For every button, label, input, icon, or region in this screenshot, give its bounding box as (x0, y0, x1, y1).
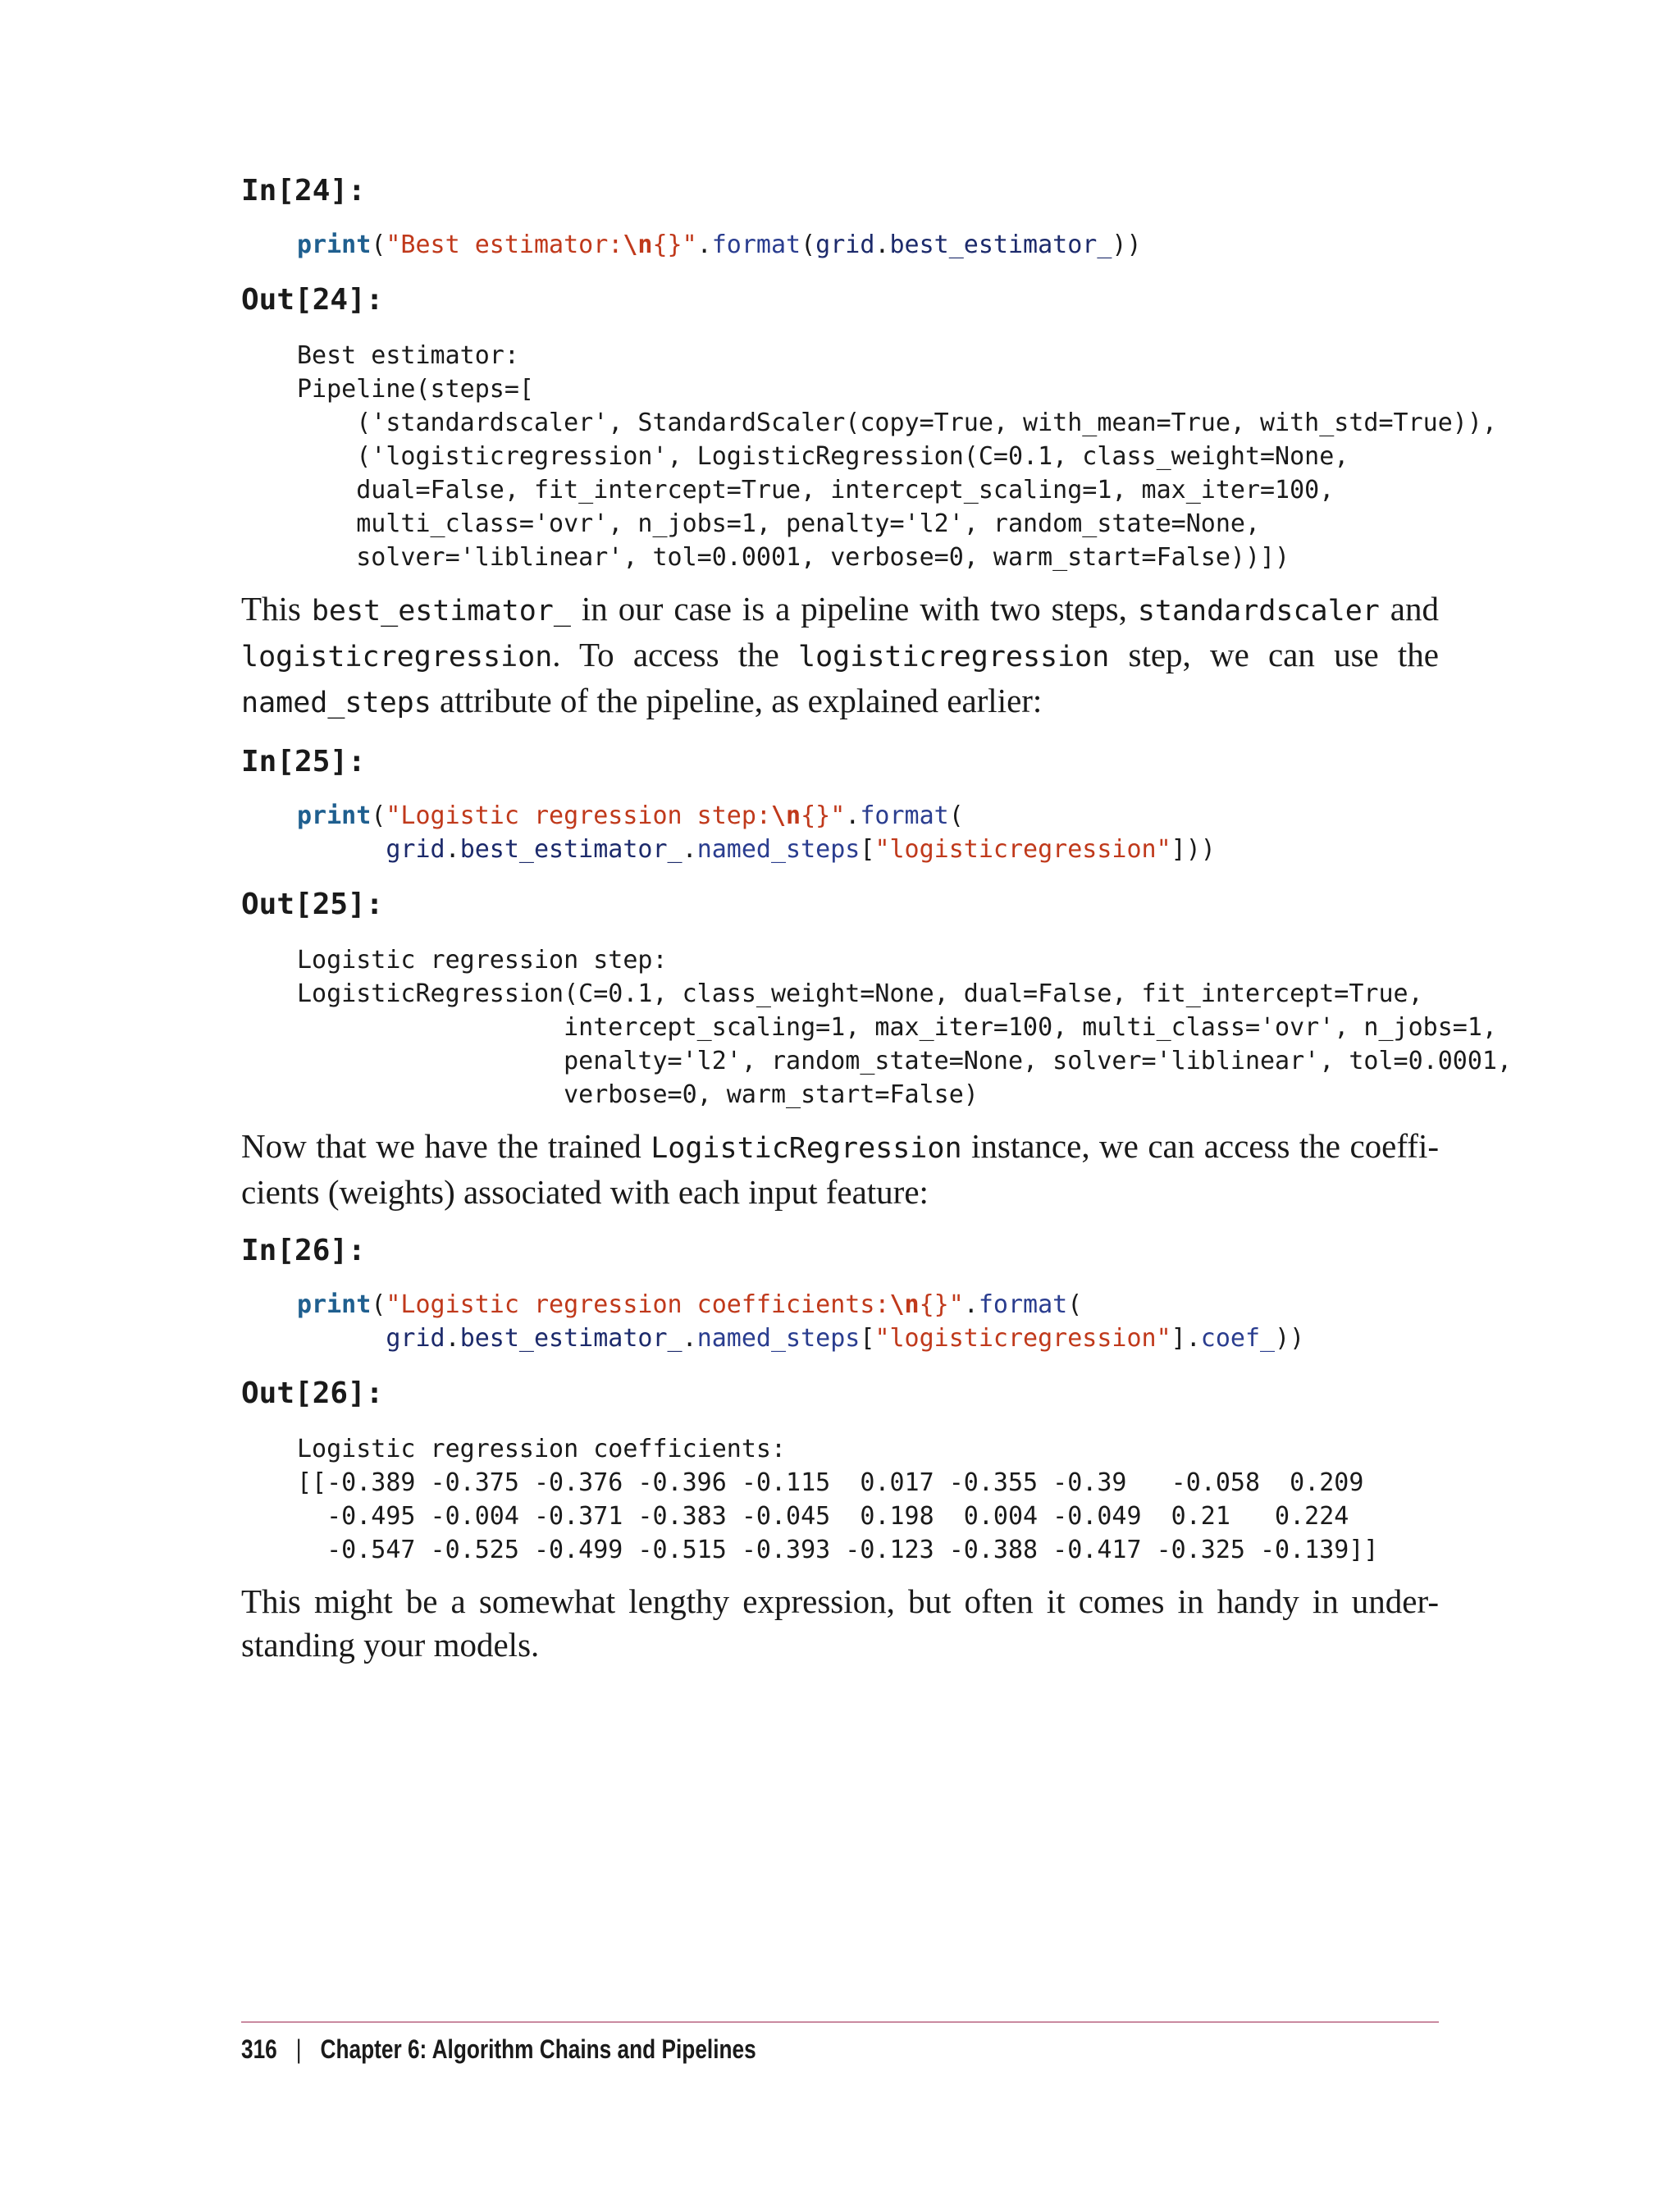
code-token: best_estimator_ (459, 835, 682, 864)
paragraph-text: attribute of the pipeline, as explained earlier: (431, 682, 1043, 719)
chapter-title: Chapter 6: Algorithm Chains and Pipelines (320, 2034, 756, 2064)
cell-label-out25: Out[25]: (241, 888, 384, 921)
paragraph-text: Now that we have the trained (241, 1127, 651, 1165)
paragraph-text: This (241, 590, 312, 628)
paragraph-3: This might be a somewhat lengthy expression, but often it comes in handy in under-standing your models. (241, 1582, 1439, 1664)
paragraph-2 (241, 1125, 1439, 1214)
code-string: {}" (919, 1290, 964, 1319)
page-footer (241, 2031, 756, 2067)
code-string: "Logistic regression coefficients: (386, 1290, 890, 1319)
inline-code: named_steps (241, 687, 431, 719)
cell-label-in25: In[25]: (241, 745, 366, 778)
code-token: format (978, 1290, 1068, 1319)
cell-label-out26: Out[26]: (241, 1376, 384, 1410)
cell-label-in24: In[24]: (241, 174, 366, 208)
code-string: {}" (652, 231, 697, 259)
paragraph-text: and (1379, 590, 1439, 628)
inline-code: logisticregression (241, 641, 553, 673)
code-token: print (297, 231, 372, 259)
paragraph-text: instance, we can access the coeffi-cients (weights) associated with each input feature: (241, 1127, 1439, 1211)
code-token: named_steps (696, 835, 861, 864)
code-token: coef_ (1200, 1324, 1276, 1353)
code-token: named_steps (696, 1324, 861, 1353)
cell-label-in26: In[26]: (241, 1234, 366, 1267)
code-string: "logisticregression" (874, 835, 1171, 864)
code-escape: \n (623, 231, 653, 259)
code-string: {}" (801, 801, 846, 830)
paragraph-text: step, we can use the (1109, 636, 1439, 673)
code-escape: \n (770, 801, 801, 830)
inline-code: best_estimator_ (311, 595, 571, 628)
inline-code: LogisticRegression (651, 1132, 962, 1165)
code-in25: print("Logistic regression step:\n{}".format( grid.best_estimator_.named_steps["logisticregression"])) (297, 801, 1216, 864)
inline-code: logisticregression (798, 641, 1110, 673)
output-out26: Logistic regression coefficients: [[-0.389 -0.375 -0.376 -0.396 -0.115 0.017 -0.355 -0.39 -0.058 0.209 -0.495 -0.004 -0.371 -0.383 -0.045 0.198 0.004 -0.049 0.21 0.224 -0.547 -0.525 -0.499 -0.515 -0.393 -0.123 -0.388 -0.417 -0.325 -0.139]] (297, 1435, 1379, 1564)
paragraph-text: . To access the (552, 636, 799, 673)
inline-code: standardscaler (1137, 595, 1380, 628)
code-string: "Logistic regression step: (386, 801, 771, 830)
code-in26: print("Logistic regression coefficients:\n{}".format( grid.best_estimator_.named_steps["logisticregression"].coef_)) (297, 1290, 1305, 1353)
code-token: format (711, 231, 801, 259)
code-token: print (297, 801, 372, 830)
code-token: format (860, 801, 949, 830)
code-token: print (297, 1290, 372, 1319)
paragraph-1 (241, 587, 1439, 725)
code-string: "logisticregression" (874, 1324, 1171, 1353)
code-token: grid (386, 835, 445, 864)
paragraph-text: in our case is a pipeline with two steps, (570, 590, 1138, 628)
cell-label-out24: Out[24]: (241, 283, 384, 317)
output-out25: Logistic regression step: LogisticRegression(C=0.1, class_weight=None, dual=False, fit_intercept=True, intercept_scaling=1, max_iter=100, multi_class='ovr', n_jobs=1, penalty='l2', random_state=None, solver='liblinear', tol=0.0001, verbose=0, warm_start=False) (297, 946, 1513, 1109)
footer-divider (241, 2021, 1439, 2023)
page-content (241, 172, 1513, 1667)
code-in24: print("Best estimator:\n{}".format(grid.best_estimator_)) (297, 231, 1142, 259)
code-token: grid (386, 1324, 445, 1353)
output-out24: Best estimator: Pipeline(steps=[ ('standardscaler', StandardScaler(copy=True, with_mean=True, with_std=True)), ('logisticregression', LogisticRegression(C=0.1, class_weight=None, dual=False, fit_intercept=True, intercept_scaling=1, max_iter=100, multi_class='ovr', n_jobs=1, penalty='l2', random_state=None, solver='liblinear', tol=0.0001, verbose=0, warm_start=False))]) (297, 341, 1497, 572)
code-token: best_estimator_ (889, 231, 1112, 259)
code-token: grid (815, 231, 875, 259)
footer-separator: | (295, 2034, 302, 2064)
code-escape: \n (889, 1290, 920, 1319)
code-token: best_estimator_ (459, 1324, 682, 1353)
page-number: 316 (241, 2034, 277, 2064)
code-string: "Best estimator: (386, 231, 623, 259)
